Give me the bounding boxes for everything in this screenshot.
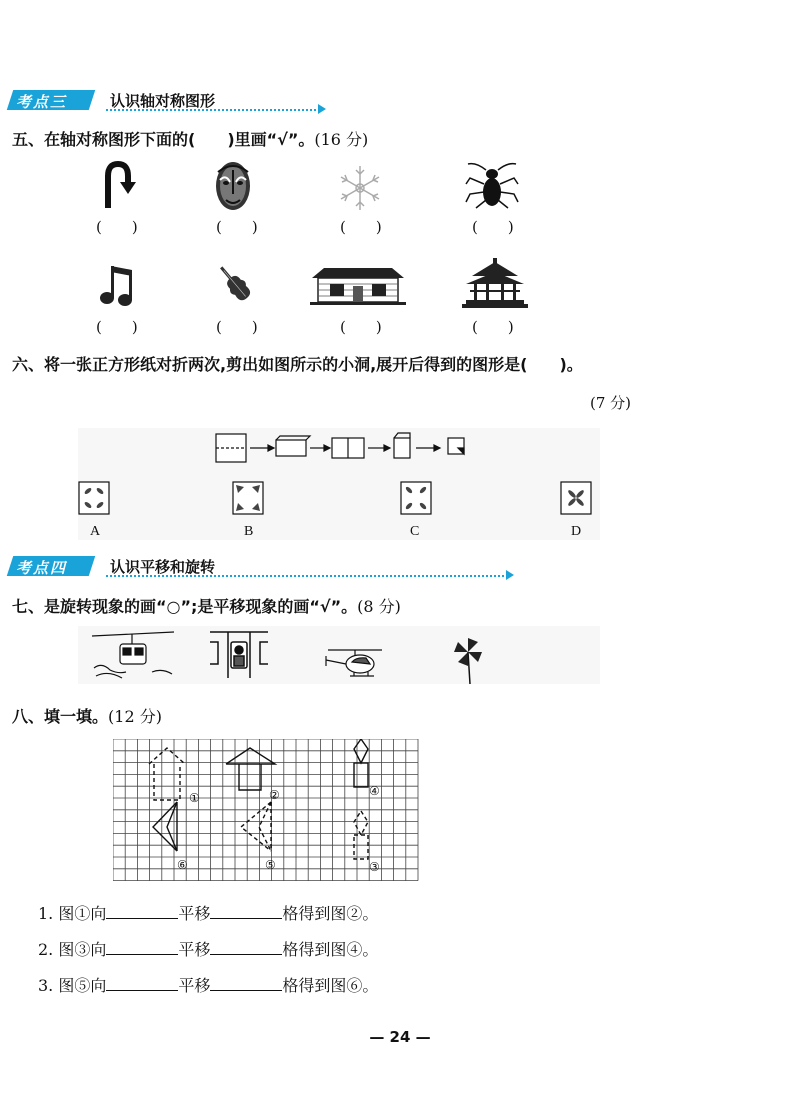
house-icon: [308, 264, 408, 306]
helicopter-icon: [322, 644, 388, 684]
fill-line-1: [38, 901, 378, 924]
section-banner-3: [10, 90, 330, 110]
page-number: — 24 —: [369, 1028, 431, 1046]
figure-label-1: ①: [189, 791, 200, 805]
option-a-label[interactable]: A: [90, 524, 101, 539]
section-badge-text: 考点四: [16, 559, 68, 577]
pavilion-icon: [462, 258, 528, 310]
direction-blank[interactable]: [106, 902, 178, 919]
line-text: 图①向: [58, 904, 107, 923]
answer-paren[interactable]: ( ): [472, 218, 514, 236]
question-5-text: 五、在轴对称图形下面的( )里画“√”。: [12, 130, 315, 149]
section-title: 认识平移和旋转: [110, 558, 216, 576]
figure-6: [153, 802, 177, 851]
figure-3: [354, 811, 368, 859]
line-text: 格得到图④。: [282, 940, 379, 959]
snowflake-icon: [336, 164, 384, 212]
line-text: 图⑤向: [58, 976, 107, 995]
question-8-text: 八、填一填。: [12, 707, 109, 726]
banner-arrow-icon: [506, 570, 514, 580]
figure-label-2: ②: [269, 788, 280, 802]
line-number: 3.: [38, 976, 54, 995]
beetle-icon: [462, 160, 522, 214]
figure-4: [354, 739, 368, 787]
answer-paren[interactable]: ( ): [472, 318, 514, 336]
figure-label-6: ⑥: [177, 858, 188, 872]
question-7: [12, 594, 401, 617]
option-d-figure[interactable]: [560, 481, 592, 515]
distance-blank[interactable]: [210, 902, 282, 919]
option-b-figure[interactable]: [232, 481, 264, 515]
section-badge-text: 考点三: [16, 93, 68, 111]
direction-blank[interactable]: [106, 938, 178, 955]
distance-blank[interactable]: [210, 938, 282, 955]
banner-arrow-icon: [318, 104, 326, 114]
figure-label-3: ③: [369, 860, 380, 874]
option-c-figure[interactable]: [400, 481, 432, 515]
line-text: 图③向: [58, 940, 107, 959]
section-title: 认识轴对称图形: [110, 92, 216, 110]
question-8: [12, 704, 162, 727]
question-6-score: (7 分): [590, 394, 632, 412]
music-note-icon: [98, 262, 134, 308]
option-d-label[interactable]: D: [571, 524, 582, 539]
distance-blank[interactable]: [210, 974, 282, 991]
answer-paren[interactable]: ( ): [340, 218, 382, 236]
line-text: 格得到图②。: [282, 904, 379, 923]
line-text: 格得到图⑥。: [282, 976, 379, 995]
option-a-figure[interactable]: [78, 481, 110, 515]
hook-arrow-icon: [96, 160, 136, 210]
figure-label-4: ④: [369, 784, 380, 798]
question-7-score: (8 分): [357, 597, 401, 616]
fill-line-2: [38, 937, 378, 960]
answer-paren[interactable]: ( ): [216, 318, 258, 336]
translation-grid: [113, 739, 419, 881]
folding-sequence: [212, 430, 472, 466]
fill-line-3: [38, 973, 378, 996]
opera-mask-icon: [212, 160, 254, 214]
option-c-label[interactable]: C: [410, 524, 420, 539]
question-7-text: 七、是旋转现象的画“○”;是平移现象的画“√”。: [12, 597, 358, 616]
pinwheel-icon: [450, 636, 486, 684]
line-number: 2.: [38, 940, 54, 959]
figure-5: [241, 802, 271, 851]
question-5-score: (16 分): [314, 130, 369, 149]
answer-paren[interactable]: ( ): [96, 318, 138, 336]
answer-paren[interactable]: ( ): [216, 218, 258, 236]
elevator-icon: [206, 628, 272, 682]
figure-label-5: ⑤: [265, 858, 276, 872]
line-text: 平移: [178, 904, 211, 923]
violin-icon: [212, 262, 260, 308]
answer-paren[interactable]: ( ): [96, 218, 138, 236]
banner-dotted-line: [106, 109, 320, 111]
cable-car-icon: [92, 628, 174, 682]
direction-blank[interactable]: [106, 974, 178, 991]
figure-2: [226, 748, 275, 790]
answer-paren[interactable]: ( ): [340, 318, 382, 336]
question-5: [12, 127, 368, 150]
line-text: 平移: [178, 940, 211, 959]
line-text: 平移: [178, 976, 211, 995]
banner-dotted-line: [106, 575, 508, 577]
question-8-score: (12 分): [108, 707, 162, 726]
line-number: 1.: [38, 904, 54, 923]
question-6: [12, 352, 583, 375]
question-6-text: 六、将一张正方形纸对折两次,剪出如图所示的小洞,展开后得到的图形是( )。: [12, 355, 583, 374]
section-banner-4: [10, 556, 520, 576]
option-b-label[interactable]: B: [244, 524, 254, 539]
